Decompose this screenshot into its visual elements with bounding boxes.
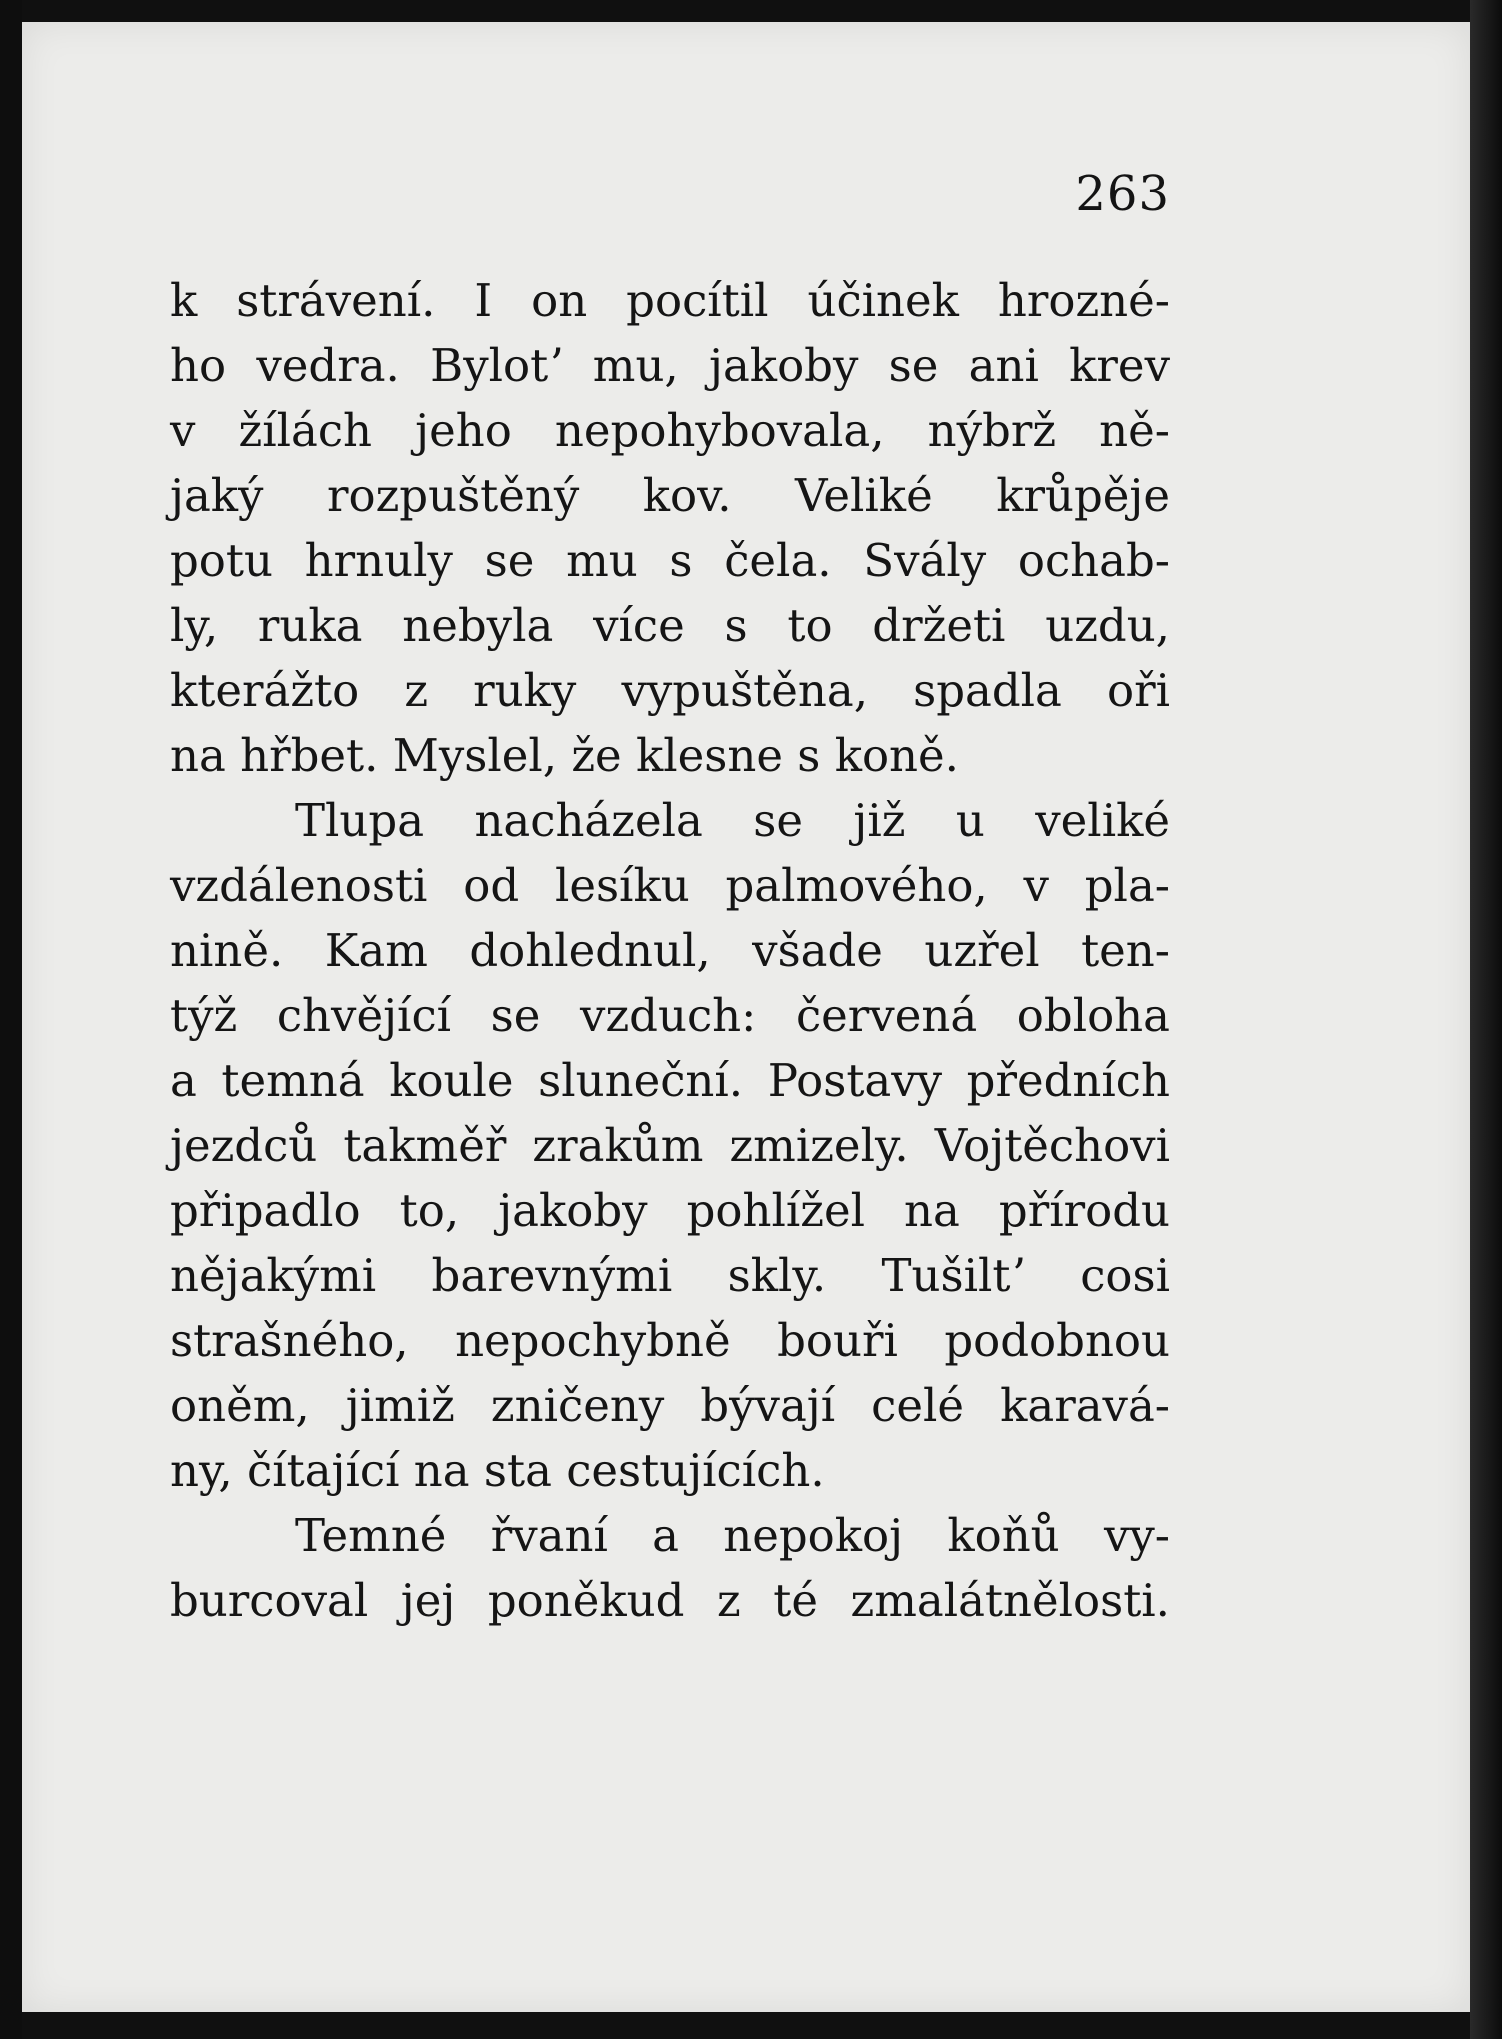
body-text — [170, 268, 1170, 1633]
text-line: k strávení. I on pocítil účinek hrozné- — [170, 274, 1170, 327]
text-line: kterážto z ruky vypuštěna, spadla oři — [170, 664, 1170, 717]
text-line: na hřbet. Myslel, že klesne s koně. — [170, 729, 959, 782]
text-line: připadlo to, jakoby pohlížel na přírodu — [170, 1184, 1170, 1237]
text-line: ny, čítající na sta cestujících. — [170, 1444, 825, 1497]
left-scan-edge — [0, 0, 22, 2039]
right-scan-edge — [1470, 0, 1502, 2039]
text-line: ho vedra. Bylotʼ mu, jakoby se ani krev — [170, 339, 1170, 392]
text-line: vzdálenosti od lesíku palmového, v pla- — [170, 859, 1170, 912]
text-line: potu hrnuly se mu s čela. Svály ochab- — [170, 534, 1170, 587]
paragraph-start-line: Tlupa nacházela se již u veliké — [295, 794, 1170, 847]
page-number: 263 — [1075, 166, 1170, 222]
text-line: burcoval jej poněkud z té zmalátnělosti. — [170, 1574, 1170, 1627]
text-line: a temná koule sluneční. Postavy předních — [170, 1054, 1170, 1107]
text-line: nině. Kam dohlednul, všade uzřel ten- — [170, 924, 1170, 977]
text-line: jezdců takměř zrakům zmizely. Vojtěchovi — [170, 1119, 1170, 1172]
text-line: ly, ruka nebyla více s to držeti uzdu, — [170, 599, 1170, 652]
text-line: jaký rozpuštěný kov. Veliké krůpěje — [170, 469, 1170, 522]
text-line: nějakými barevnými skly. Tušiltʼ cosi — [170, 1249, 1170, 1302]
text-line: v žílách jeho nepohybovala, nýbrž ně- — [170, 404, 1170, 457]
paragraph-start-line: Temné řvaní a nepokoj koňů vy- — [295, 1509, 1170, 1562]
text-line: týž chvějící se vzduch: červená obloha — [170, 989, 1170, 1042]
text-line: strašného, nepochybně bouři podobnou — [170, 1314, 1170, 1367]
text-line: oněm, jimiž zničeny bývají celé karavá- — [170, 1379, 1170, 1432]
